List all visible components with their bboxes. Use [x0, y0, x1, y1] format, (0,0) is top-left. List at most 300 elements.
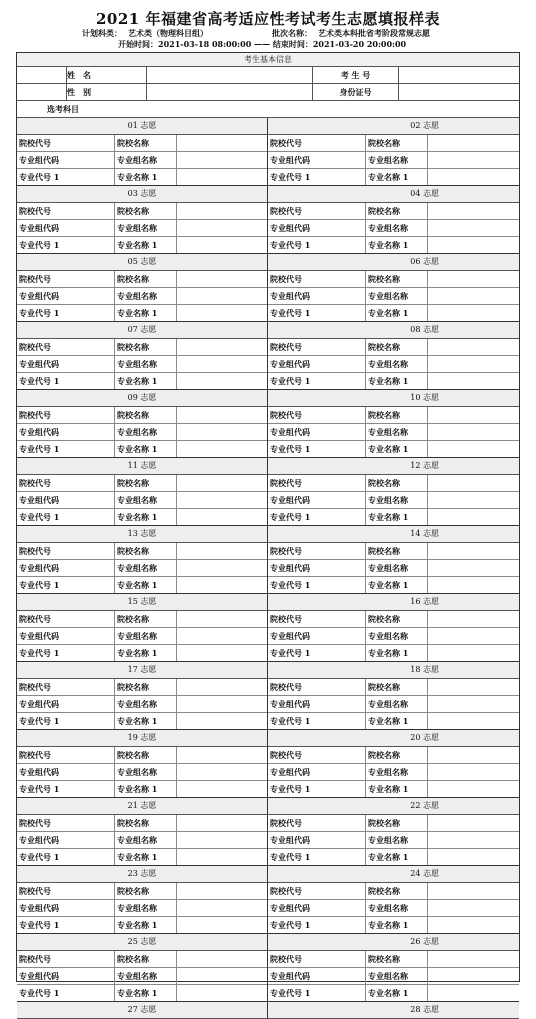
- choice-field-label: 专业名称 1: [366, 781, 428, 797]
- choice-block: [268, 730, 519, 798]
- choice-field-label: 专业代号 1: [268, 713, 366, 729]
- choice-header: 24 志愿: [268, 866, 519, 883]
- choice-input[interactable]: [177, 407, 267, 423]
- choice-header: 07 志愿: [17, 322, 267, 339]
- choice-row: [268, 356, 519, 373]
- choice-row: [17, 781, 267, 797]
- choice-input[interactable]: [428, 220, 519, 236]
- choice-field-label: 专业名称 1: [366, 441, 428, 457]
- choice-field-label: 院校名称: [366, 407, 428, 423]
- choice-input[interactable]: [428, 917, 519, 933]
- choice-field-label: 专业名称 1: [115, 509, 177, 525]
- choice-block: [17, 798, 268, 866]
- choice-row: [17, 237, 267, 253]
- choice-field-label: 院校代号: [17, 407, 115, 423]
- choice-field-label: 院校名称: [115, 475, 177, 491]
- choice-input[interactable]: [428, 560, 519, 576]
- choice-field-label: 专业名称 1: [366, 985, 428, 1001]
- choice-row: [268, 628, 519, 645]
- choice-field-label: 专业组名称: [115, 764, 177, 780]
- choice-input[interactable]: [177, 475, 267, 491]
- choice-row: [268, 305, 519, 321]
- choice-field-label: 院校代号: [17, 135, 115, 151]
- choice-field-label: 院校代号: [268, 407, 366, 423]
- choice-field-label: 专业组代码: [268, 288, 366, 304]
- choice-field-label: 专业代号 1: [17, 985, 115, 1001]
- choice-input[interactable]: [428, 951, 519, 967]
- choice-field-label: 专业组代码: [268, 900, 366, 916]
- choice-field-label: 专业代号 1: [17, 305, 115, 321]
- choice-row: [17, 883, 267, 900]
- gender-field[interactable]: [147, 84, 313, 100]
- choice-field-label: 专业组代码: [268, 628, 366, 644]
- choice-input[interactable]: [177, 543, 267, 559]
- choice-row: [17, 764, 267, 781]
- choice-row: [17, 509, 267, 525]
- choice-field-label: 院校代号: [17, 815, 115, 831]
- choice-field-label: 院校代号: [17, 339, 115, 355]
- choice-field-label: 专业代号 1: [268, 169, 366, 185]
- choice-input[interactable]: [177, 220, 267, 236]
- choice-input[interactable]: [428, 696, 519, 712]
- name-field[interactable]: [147, 67, 313, 83]
- choice-input[interactable]: [177, 560, 267, 576]
- choice-field-label: 院校代号: [17, 679, 115, 695]
- choice-input[interactable]: [177, 237, 267, 253]
- choice-field-label: 专业代号 1: [268, 373, 366, 389]
- choice-row: [17, 356, 267, 373]
- choice-input[interactable]: [177, 628, 267, 644]
- choice-field-label: 院校名称: [115, 407, 177, 423]
- choice-input[interactable]: [428, 543, 519, 559]
- choice-field-label: 专业组名称: [115, 832, 177, 848]
- start-label: 开始时间：: [118, 39, 158, 49]
- choice-input[interactable]: [177, 832, 267, 848]
- choice-input[interactable]: [428, 713, 519, 729]
- choice-input[interactable]: [177, 441, 267, 457]
- choice-input[interactable]: [177, 509, 267, 525]
- choice-input[interactable]: [177, 645, 267, 661]
- choice-field-label: 院校名称: [115, 543, 177, 559]
- choice-input[interactable]: [428, 968, 519, 984]
- choice-field-label: 专业组名称: [115, 220, 177, 236]
- plan-label: 计划科类：: [82, 28, 122, 38]
- plan-value: 艺术类（物理科目组）: [128, 28, 208, 38]
- choice-field-label: 专业组代码: [17, 288, 115, 304]
- choice-header: 28 志愿: [268, 1002, 519, 1019]
- choice-row: [17, 305, 267, 321]
- choice-input[interactable]: [177, 373, 267, 389]
- choice-input[interactable]: [177, 883, 267, 899]
- choice-input[interactable]: [428, 492, 519, 508]
- choice-row: [17, 203, 267, 220]
- choice-field-label: 专业组名称: [115, 968, 177, 984]
- choice-field-label: 院校名称: [115, 339, 177, 355]
- choice-field-label: 专业组代码: [17, 152, 115, 168]
- choice-input[interactable]: [177, 951, 267, 967]
- choice-input[interactable]: [428, 271, 519, 287]
- choice-row: [17, 900, 267, 917]
- choice-field-label: 专业代号 1: [268, 577, 366, 593]
- choice-row: [17, 543, 267, 560]
- choice-header: 05 志愿: [17, 254, 267, 271]
- choice-field-label: 专业代号 1: [268, 441, 366, 457]
- choice-input[interactable]: [428, 475, 519, 491]
- choice-field-label: 专业组代码: [17, 764, 115, 780]
- choice-input[interactable]: [177, 849, 267, 865]
- choice-field-label: 专业代号 1: [268, 917, 366, 933]
- choice-field-label: 院校名称: [115, 951, 177, 967]
- choice-input[interactable]: [177, 203, 267, 219]
- choice-field-label: 院校名称: [366, 203, 428, 219]
- choice-input[interactable]: [428, 152, 519, 168]
- choice-input[interactable]: [428, 373, 519, 389]
- choice-input[interactable]: [428, 203, 519, 219]
- choice-row: [268, 951, 519, 968]
- choice-row: [268, 543, 519, 560]
- choice-field-label: 专业代号 1: [268, 645, 366, 661]
- choice-field-label: 专业组代码: [268, 764, 366, 780]
- choice-field-label: 院校代号: [268, 679, 366, 695]
- choice-input[interactable]: [428, 781, 519, 797]
- choice-input[interactable]: [428, 577, 519, 593]
- choice-input[interactable]: [428, 611, 519, 627]
- choice-input[interactable]: [177, 764, 267, 780]
- choice-input[interactable]: [177, 781, 267, 797]
- choice-field-label: 院校代号: [17, 951, 115, 967]
- choice-input[interactable]: [428, 628, 519, 644]
- choice-field-label: 院校代号: [17, 271, 115, 287]
- basic-info-header: 考生基本信息: [17, 53, 519, 67]
- choice-field-label: 专业组代码: [268, 696, 366, 712]
- choice-field-label: 专业名称 1: [115, 373, 177, 389]
- choice-block: [17, 934, 268, 1002]
- choice-row: [268, 611, 519, 628]
- choice-input[interactable]: [428, 441, 519, 457]
- choice-field-label: 院校代号: [268, 271, 366, 287]
- choice-input[interactable]: [177, 169, 267, 185]
- id-field[interactable]: [399, 84, 519, 100]
- choice-input[interactable]: [177, 713, 267, 729]
- choice-input[interactable]: [428, 645, 519, 661]
- choice-field-label: 院校代号: [268, 135, 366, 151]
- choice-field-label: 专业组名称: [366, 492, 428, 508]
- choice-input[interactable]: [177, 815, 267, 831]
- choice-row: [268, 849, 519, 865]
- choice-input[interactable]: [177, 747, 267, 763]
- choice-input[interactable]: [177, 288, 267, 304]
- choice-field-label: 专业组名称: [366, 968, 428, 984]
- choice-field-label: 专业代号 1: [268, 985, 366, 1001]
- choice-input[interactable]: [428, 815, 519, 831]
- name-label: 姓 名: [67, 67, 147, 83]
- choice-field-label: 专业组代码: [17, 900, 115, 916]
- choice-row: [268, 679, 519, 696]
- exam-no-label: 考 生 号: [313, 67, 399, 83]
- choice-block: [17, 322, 268, 390]
- choice-block: [268, 458, 519, 526]
- choice-row: [17, 373, 267, 389]
- choice-block: [268, 798, 519, 866]
- basic-info-row-3: [17, 101, 519, 118]
- choice-block: [17, 730, 268, 798]
- choice-header: 23 志愿: [17, 866, 267, 883]
- choice-row: [17, 696, 267, 713]
- choice-row: [17, 951, 267, 968]
- choice-field-label: 专业名称 1: [115, 169, 177, 185]
- choice-row: [17, 424, 267, 441]
- choice-header: 21 志愿: [17, 798, 267, 815]
- choice-field-label: 院校名称: [366, 135, 428, 151]
- choice-input[interactable]: [428, 764, 519, 780]
- choice-input[interactable]: [177, 339, 267, 355]
- choice-field-label: 院校名称: [366, 951, 428, 967]
- choice-header: 22 志愿: [268, 798, 519, 815]
- choice-block: [268, 390, 519, 458]
- basic-info-row-1: [17, 67, 519, 84]
- choice-field-label: 专业代号 1: [17, 509, 115, 525]
- choice-input[interactable]: [428, 424, 519, 440]
- choice-field-label: 专业代号 1: [17, 781, 115, 797]
- choice-field-label: 院校名称: [366, 543, 428, 559]
- choice-field-label: 专业组代码: [17, 628, 115, 644]
- choice-block: [268, 186, 519, 254]
- choice-field-label: 专业组代码: [17, 492, 115, 508]
- choice-field-label: 专业组名称: [366, 832, 428, 848]
- choice-field-label: 专业名称 1: [366, 373, 428, 389]
- choice-field-label: 专业名称 1: [115, 781, 177, 797]
- choice-input[interactable]: [177, 679, 267, 695]
- choice-row: [17, 645, 267, 661]
- choice-field-label: 院校名称: [115, 679, 177, 695]
- choice-field-label: 院校代号: [268, 339, 366, 355]
- choice-row: [17, 679, 267, 696]
- choice-field-label: 专业组名称: [115, 424, 177, 440]
- choice-header: 17 志愿: [17, 662, 267, 679]
- choice-input[interactable]: [428, 900, 519, 916]
- choice-field-label: 院校代号: [268, 543, 366, 559]
- choice-input[interactable]: [428, 509, 519, 525]
- choice-field-label: 院校名称: [366, 815, 428, 831]
- choice-field-label: 专业组代码: [17, 832, 115, 848]
- choice-field-label: 专业名称 1: [115, 645, 177, 661]
- choice-input[interactable]: [428, 679, 519, 695]
- choice-field-label: 专业组名称: [366, 900, 428, 916]
- choice-row: [268, 781, 519, 797]
- choice-header: 16 志愿: [268, 594, 519, 611]
- choice-input[interactable]: [177, 305, 267, 321]
- choice-row: [268, 645, 519, 661]
- choice-field-label: 专业组代码: [17, 424, 115, 440]
- choice-field-label: 专业组代码: [17, 560, 115, 576]
- choice-block: [268, 254, 519, 322]
- choice-field-label: 专业名称 1: [115, 985, 177, 1001]
- choice-row: [268, 237, 519, 253]
- choice-input[interactable]: [177, 900, 267, 916]
- choice-row: [268, 883, 519, 900]
- choice-block: [268, 594, 519, 662]
- choice-field-label: 专业名称 1: [115, 577, 177, 593]
- choice-field-label: 专业代号 1: [17, 713, 115, 729]
- choice-input[interactable]: [177, 696, 267, 712]
- choice-row: [17, 560, 267, 577]
- choice-input[interactable]: [428, 356, 519, 372]
- choice-row: [17, 815, 267, 832]
- choice-block: [17, 254, 268, 322]
- choice-block: [17, 118, 268, 186]
- choice-field-label: 院校名称: [366, 339, 428, 355]
- choice-field-label: 专业代号 1: [17, 169, 115, 185]
- choice-field-label: 专业名称 1: [115, 237, 177, 253]
- choice-field-label: 专业组名称: [115, 288, 177, 304]
- choice-field-label: 专业名称 1: [115, 713, 177, 729]
- time-dash: ——: [254, 39, 271, 49]
- choice-field-label: 院校代号: [17, 475, 115, 491]
- choice-field-label: 专业代号 1: [17, 577, 115, 593]
- exam-no-field[interactable]: [399, 67, 519, 83]
- choice-field-label: 专业组名称: [115, 152, 177, 168]
- choice-row: [17, 849, 267, 865]
- choice-field-label: 专业名称 1: [366, 849, 428, 865]
- choice-input[interactable]: [428, 305, 519, 321]
- choice-input[interactable]: [177, 611, 267, 627]
- plan-category: [82, 28, 208, 39]
- choice-block: [268, 118, 519, 186]
- choice-input[interactable]: [177, 152, 267, 168]
- choice-input[interactable]: [428, 135, 519, 151]
- choice-input[interactable]: [428, 883, 519, 899]
- choice-field-label: 专业组名称: [366, 764, 428, 780]
- choice-field-label: 专业组名称: [115, 696, 177, 712]
- choice-input[interactable]: [177, 135, 267, 151]
- choice-block: [17, 526, 268, 594]
- choice-row: [268, 764, 519, 781]
- choice-row: [268, 509, 519, 525]
- choice-input[interactable]: [428, 985, 519, 1001]
- choice-input[interactable]: [428, 339, 519, 355]
- choice-field-label: 专业名称 1: [366, 577, 428, 593]
- choice-input[interactable]: [177, 985, 267, 1001]
- choice-field-label: 专业名称 1: [366, 645, 428, 661]
- choice-input[interactable]: [177, 577, 267, 593]
- choice-field-label: 院校名称: [366, 611, 428, 627]
- choice-input[interactable]: [428, 849, 519, 865]
- choice-field-label: 专业组代码: [268, 424, 366, 440]
- choice-input[interactable]: [177, 917, 267, 933]
- choice-header: 20 志愿: [268, 730, 519, 747]
- choice-row: [17, 152, 267, 169]
- choice-input[interactable]: [177, 356, 267, 372]
- choice-input[interactable]: [428, 169, 519, 185]
- choice-block: [17, 866, 268, 934]
- choice-field-label: 院校名称: [115, 271, 177, 287]
- choice-field-label: 院校代号: [268, 883, 366, 899]
- choice-input[interactable]: [428, 747, 519, 763]
- choice-field-label: 专业组代码: [268, 220, 366, 236]
- choice-field-label: 专业组名称: [366, 628, 428, 644]
- choice-row: [268, 832, 519, 849]
- choice-row: [268, 339, 519, 356]
- basic-info-row-2: [17, 84, 519, 101]
- choice-field-label: 专业组代码: [17, 356, 115, 372]
- choice-field-label: 院校名称: [366, 883, 428, 899]
- choice-row: [17, 968, 267, 985]
- batch-name: [272, 28, 430, 39]
- choice-field-label: 院校名称: [366, 271, 428, 287]
- choice-row: [17, 220, 267, 237]
- choice-field-label: 专业组名称: [366, 696, 428, 712]
- end-label: 结束时间：: [272, 39, 313, 49]
- choice-field-label: 专业代号 1: [17, 441, 115, 457]
- choice-row: [268, 713, 519, 729]
- choice-field-label: 院校代号: [268, 475, 366, 491]
- choice-input[interactable]: [177, 968, 267, 984]
- choice-field-label: 专业名称 1: [366, 305, 428, 321]
- choice-header: 25 志愿: [17, 934, 267, 951]
- choice-row: [17, 407, 267, 424]
- id-label: 身份证号: [313, 84, 399, 100]
- choice-row: [268, 747, 519, 764]
- choice-field-label: 专业代号 1: [268, 509, 366, 525]
- choice-field-label: 专业组代码: [268, 356, 366, 372]
- choice-header: 02 志愿: [268, 118, 519, 135]
- choice-row: [17, 917, 267, 933]
- choice-row: [268, 696, 519, 713]
- choice-field-label: 院校代号: [17, 883, 115, 899]
- choice-input[interactable]: [177, 271, 267, 287]
- choice-row: [17, 441, 267, 457]
- choice-field-label: 院校名称: [115, 883, 177, 899]
- choice-field-label: 院校代号: [268, 203, 366, 219]
- choice-input[interactable]: [177, 424, 267, 440]
- choice-header: 27 志愿: [17, 1002, 267, 1019]
- choice-header: 08 志愿: [268, 322, 519, 339]
- choice-field-label: 专业名称 1: [115, 849, 177, 865]
- choice-row: [268, 917, 519, 933]
- choice-block: [17, 390, 268, 458]
- choice-row: [17, 271, 267, 288]
- choice-grid: [17, 118, 519, 1019]
- choice-input[interactable]: [177, 492, 267, 508]
- choice-row: [17, 475, 267, 492]
- choice-field-label: 专业代号 1: [17, 373, 115, 389]
- choice-field-label: 专业组代码: [268, 832, 366, 848]
- choice-header: 18 志愿: [268, 662, 519, 679]
- choice-row: [268, 475, 519, 492]
- choice-field-label: 院校代号: [268, 815, 366, 831]
- choice-row: [17, 169, 267, 185]
- choice-row: [268, 220, 519, 237]
- choice-row: [268, 968, 519, 985]
- choice-field-label: 院校名称: [115, 815, 177, 831]
- choice-field-label: 专业组代码: [268, 968, 366, 984]
- choice-block: [17, 458, 268, 526]
- choice-row: [17, 832, 267, 849]
- choice-input[interactable]: [428, 832, 519, 848]
- choice-input[interactable]: [428, 407, 519, 423]
- choice-block: [268, 662, 519, 730]
- subjects-label: 选考科目: [47, 104, 79, 114]
- choice-header: 11 志愿: [17, 458, 267, 475]
- choice-field-label: 专业名称 1: [366, 509, 428, 525]
- choice-input[interactable]: [428, 288, 519, 304]
- choice-header: 03 志愿: [17, 186, 267, 203]
- batch-value: 艺术类本科批省考阶段常规志愿: [318, 28, 430, 38]
- choice-input[interactable]: [428, 237, 519, 253]
- choice-field-label: 专业组名称: [115, 356, 177, 372]
- choice-field-label: 专业组代码: [268, 560, 366, 576]
- choice-field-label: 专业名称 1: [115, 305, 177, 321]
